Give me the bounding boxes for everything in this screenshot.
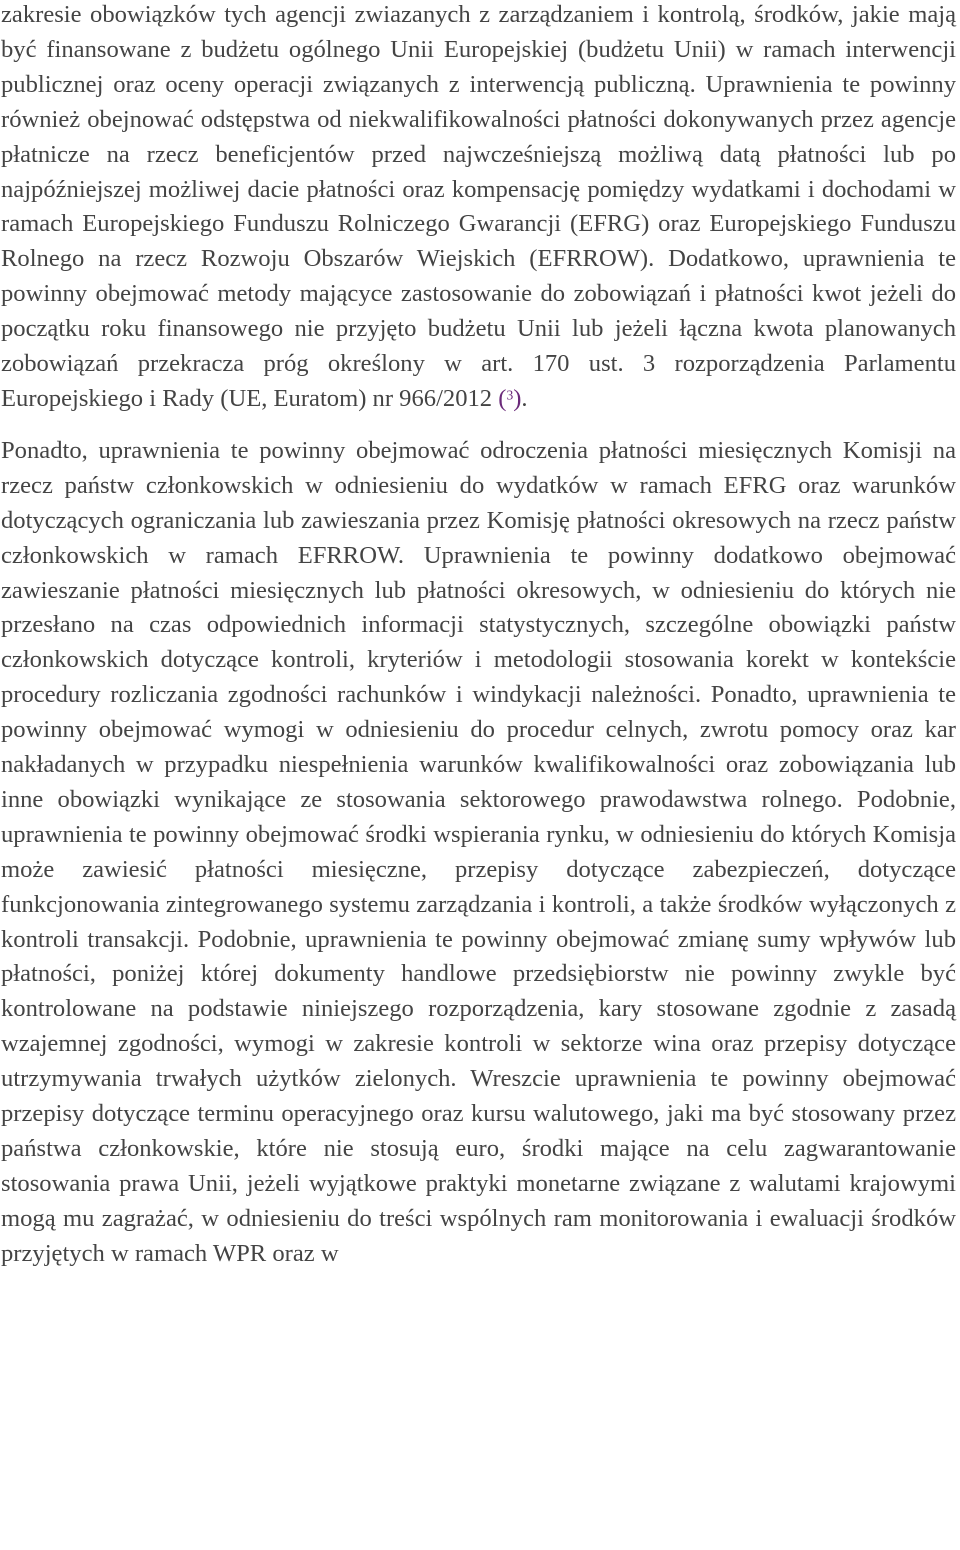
footnote-3-link[interactable]	[498, 385, 521, 412]
paragraph-2: Ponadto, uprawnienia te powinny obejmować odroczenia płatności miesięcznych Komisji na rzecz państw członkowskich w odniesieniu do wydatków w ramach EFRG oraz warunków dotyczących ograniczania lub zawieszania przez Komisję płatności okresowych na rzecz państw członkowskich w ramach EFRROW. Uprawnienia te powinny dodatkowo obejmować zawieszanie płatności miesięcznych lub płatności okresowych, w odniesieniu do których nie przesłano na czas odpowiednich informacji statystycznych, szczególne obowiązki państw członkowskich dotyczące kontroli, kryteriów i metodologii stosowania korekt w kontekście procedury rozliczania zgodności rachunków i windykacji należności. Ponadto, uprawnienia te powinny obejmować wymogi w odniesieniu do procedur celnych, zwrotu pomocy oraz kar nakładanych w przypadku niespełnienia warunków kwalifikowalności oraz zobowiązania lub inne obowiązki wynikające ze stosowania sektorowego prawodawstwa rolnego. Podobnie, uprawnienia te powinny obejmować środki wspierania rynku, w odniesieniu do których Komisja może zawiesić płatności miesięczne, przepisy dotyczące zabezpieczeń, dotyczące funkcjonowania zintegrowanego systemu zarządzania i kontroli, a także środków wyłączonych z kontroli transakcji. Podobnie, uprawnienia te powinny obejmować zmianę sumy wpływów lub płatności, poniżej której dokumenty handlowe przedsiębiorstw nie powinny zwykle być kontrolowane na podstawie niniejszego rozporządzenia, kary stosowane zgodnie z zasadą wzajemnej zgodności, wymogi w zakresie kontroli w sektorze wina oraz przepisy dotyczące utrzymywania trwałych użytków zielonych. Wreszcie uprawnienia te powinny obejmować przepisy dotyczące terminu operacyjnego oraz kursu walutowego, jaki ma być stosowany przez państwa członkowskie, które nie stosują euro, środki mające na celu zagwarantowanie stosowania prawa Unii, jeżeli wyjątkowe praktyki monetarne związane z walutami krajowymi mogą mu zagrażać, w odniesieniu do treści wspólnych ram monitorowania i ewaluacji środków przyjętych w ramach WPR oraz w	[1, 436, 956, 1267]
paragraph-1-end: .	[521, 384, 528, 412]
footnote-3-number: 3	[506, 387, 514, 403]
footnote-open-paren: (	[498, 384, 507, 412]
paragraph-1	[1, 0, 956, 417]
paragraph-1-text: zakresie obowiązków tych agencji zwiazanych z zarządzaniem i kontrolą, środków, jakie mają być finansowane z budżetu ogólnego Unii Europejskiej (budżetu Unii) w ramach interwencji publicznej oraz oceny operacji związanych z interwencją publiczną. Uprawnienia te powinny również obejnować odstępstwa od niekwalifikowalności płatności dokonywanych przez agencje płatnicze na rzecz beneficjentów przed najwcześniejszą możliwą datą płatności lub po najpóźniejszej możliwej dacie płatności oraz kompensację pomiędzy wydatkami i dochodami w ramach Europejskiego Funduszu Rolniczego Gwarancji (EFRG) oraz Europejskiego Funduszu Rolnego na rzecz Rozwoju Obszarów Wiejskich (EFRROW). Dodatkowo, uprawnienia te powinny obejmować metody mającyce zastosowanie do zobowiązań i płatności kwot jeżeli do początku roku finansowego nie przyjęto budżetu Unii lub jeżeli łączna kwota planowanych zobowiązań przekracza próg określony w art. 170 ust. 3 rozporządzenia Parlamentu Europejskiego i Rady (UE, Euratom) nr 966/2012	[1, 1, 956, 412]
document-page	[1, 0, 956, 1272]
footnote-close-paren: )	[513, 384, 522, 412]
